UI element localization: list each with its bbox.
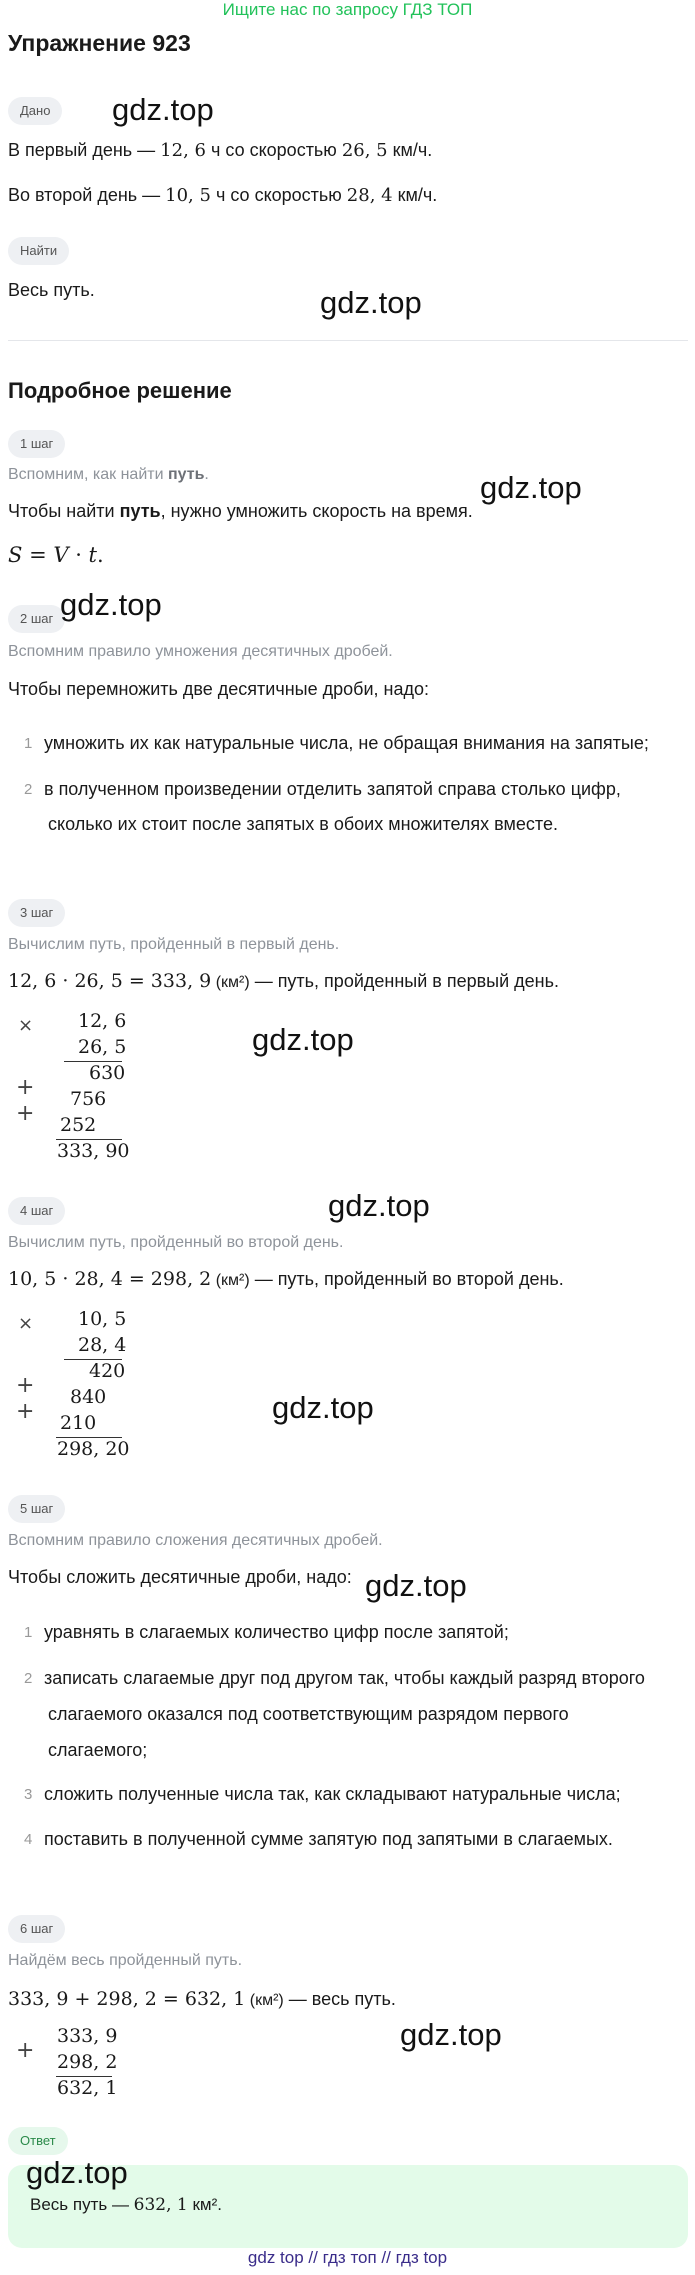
- multiplier: 28, 4: [78, 1334, 127, 1356]
- list-item-continued: сколько их стоит после запятых в обоих множителях вместе.: [48, 814, 558, 834]
- watermark: gdz.top: [480, 470, 582, 505]
- step-1-hint: Вспомним, как найти путь.: [8, 466, 209, 483]
- list-number: 2: [24, 1670, 33, 1687]
- step-1-badge: 1 шаг: [8, 430, 65, 458]
- top-banner[interactable]: Ищите нас по запросу ГДЗ ТОП: [222, 0, 473, 19]
- plus-sign: +: [16, 1373, 35, 1398]
- step-5-badge: 5 шаг: [8, 1495, 65, 1523]
- partial-product: 252: [60, 1114, 97, 1136]
- given-line-2: Во второй день — 10, 5 ч со скоростью 28, 4 км/ч.: [8, 185, 438, 206]
- list-item: записать слагаемые друг под другом так, чтобы каждый разряд второго: [44, 1668, 645, 1688]
- list-item: сложить полученные числа так, как складывают натуральные числа;: [44, 1784, 621, 1804]
- step-3-badge: 3 шаг: [8, 899, 65, 927]
- watermark: gdz.top: [252, 1022, 354, 1057]
- solution-title: Подробное решение: [8, 378, 232, 403]
- step-4-column-multiplication: [0, 1303, 200, 1463]
- multiply-sign: ×: [18, 1313, 34, 1334]
- product: 298, 20: [57, 1438, 130, 1460]
- find-badge: Найти: [8, 237, 69, 265]
- partial-product: 420: [89, 1360, 126, 1382]
- step-1-formula: S = V · t.: [8, 543, 104, 567]
- list-item: в полученном произведении отделить запятой справа столько цифр,: [44, 779, 621, 799]
- watermark: gdz.top: [320, 285, 422, 320]
- list-number: 4: [24, 1831, 33, 1848]
- watermark: gdz.top: [400, 2017, 502, 2052]
- step-2-text: Чтобы перемножить две десятичные дроби, надо:: [8, 679, 429, 699]
- partial-product: 840: [70, 1386, 107, 1408]
- step-5-hint: Вспомним правило сложения десятичных дробей.: [8, 1532, 383, 1549]
- step-1-text: Чтобы найти путь, нужно умножить скорость на время.: [8, 501, 473, 521]
- answer-text: Весь путь — 632, 1 км².: [30, 2195, 222, 2215]
- watermark: gdz.top: [365, 1568, 467, 1603]
- list-number: 1: [24, 1624, 33, 1641]
- given-badge: Дано: [8, 97, 62, 125]
- step-6-hint: Найдём весь пройденный путь.: [8, 1952, 243, 1969]
- list-number: 2: [24, 781, 33, 798]
- list-item: уравнять в слагаемых количество цифр после запятой;: [44, 1622, 509, 1642]
- addend: 298, 2: [57, 2051, 118, 2073]
- step-6-column-addition: [0, 2020, 200, 2110]
- list-number: 3: [24, 1786, 33, 1803]
- list-item-continued: слагаемого оказался под соответствующим разрядом первого: [48, 1704, 569, 1724]
- step-3-hint: Вычислим путь, пройденный в первый день.: [8, 936, 340, 953]
- product: 333, 90: [57, 1140, 130, 1162]
- watermark: gdz.top: [26, 2155, 128, 2190]
- list-item: умножить их как натуральные числа, не обращая внимания на запятые;: [44, 733, 649, 753]
- step-4-expression: 10, 5 · 28, 4 = 298, 2 (км²) — путь, пройденный во второй день.: [8, 1268, 564, 1290]
- find-text: Весь путь.: [8, 280, 95, 300]
- plus-sign: +: [16, 1075, 35, 1100]
- step-2-badge: 2 шаг: [8, 605, 65, 633]
- watermark: gdz.top: [60, 587, 162, 622]
- list-item-continued: слагаемого;: [48, 1740, 148, 1760]
- step-5-text: Чтобы сложить десятичные дроби, надо:: [8, 1567, 352, 1587]
- section-divider: [8, 340, 688, 341]
- multiplicand: 10, 5: [78, 1308, 127, 1330]
- sum: 632, 1: [57, 2077, 118, 2099]
- watermark: gdz.top: [272, 1390, 374, 1425]
- step-4-hint: Вычислим путь, пройденный во второй день.: [8, 1234, 344, 1251]
- step-6-badge: 6 шаг: [8, 1915, 65, 1943]
- plus-sign: +: [16, 1399, 35, 1424]
- addend: 333, 9: [57, 2025, 118, 2047]
- partial-product: 756: [70, 1088, 107, 1110]
- step-3-expression: 12, 6 · 26, 5 = 333, 9 (км²) — путь, пройденный в первый день.: [8, 970, 559, 992]
- step-6-expression: 333, 9 + 298, 2 = 632, 1 (км²) — весь путь.: [8, 1988, 396, 2010]
- partial-product: 630: [89, 1062, 126, 1084]
- list-number: 1: [24, 735, 33, 752]
- step-4-badge: 4 шаг: [8, 1197, 65, 1225]
- step-3-column-multiplication: [0, 1005, 200, 1165]
- footer-links[interactable]: gdz top // гдз топ // гдз top: [247, 2248, 448, 2267]
- answer-badge: Ответ: [8, 2127, 68, 2155]
- given-line-1: В первый день — 12, 6 ч со скоростью 26, 5 км/ч.: [8, 140, 433, 161]
- watermark: gdz.top: [112, 92, 214, 127]
- step-2-hint: Вспомним правило умножения десятичных дробей.: [8, 643, 393, 660]
- page-title: Упражнение 923: [8, 30, 191, 56]
- multiply-sign: ×: [18, 1015, 34, 1036]
- multiplicand: 12, 6: [78, 1010, 127, 1032]
- list-item: поставить в полученной сумме запятую под запятыми в слагаемых.: [44, 1829, 613, 1849]
- plus-sign: +: [16, 2038, 35, 2063]
- multiplier: 26, 5: [78, 1036, 127, 1058]
- plus-sign: +: [16, 1101, 35, 1126]
- watermark: gdz.top: [328, 1188, 430, 1223]
- partial-product: 210: [60, 1412, 97, 1434]
